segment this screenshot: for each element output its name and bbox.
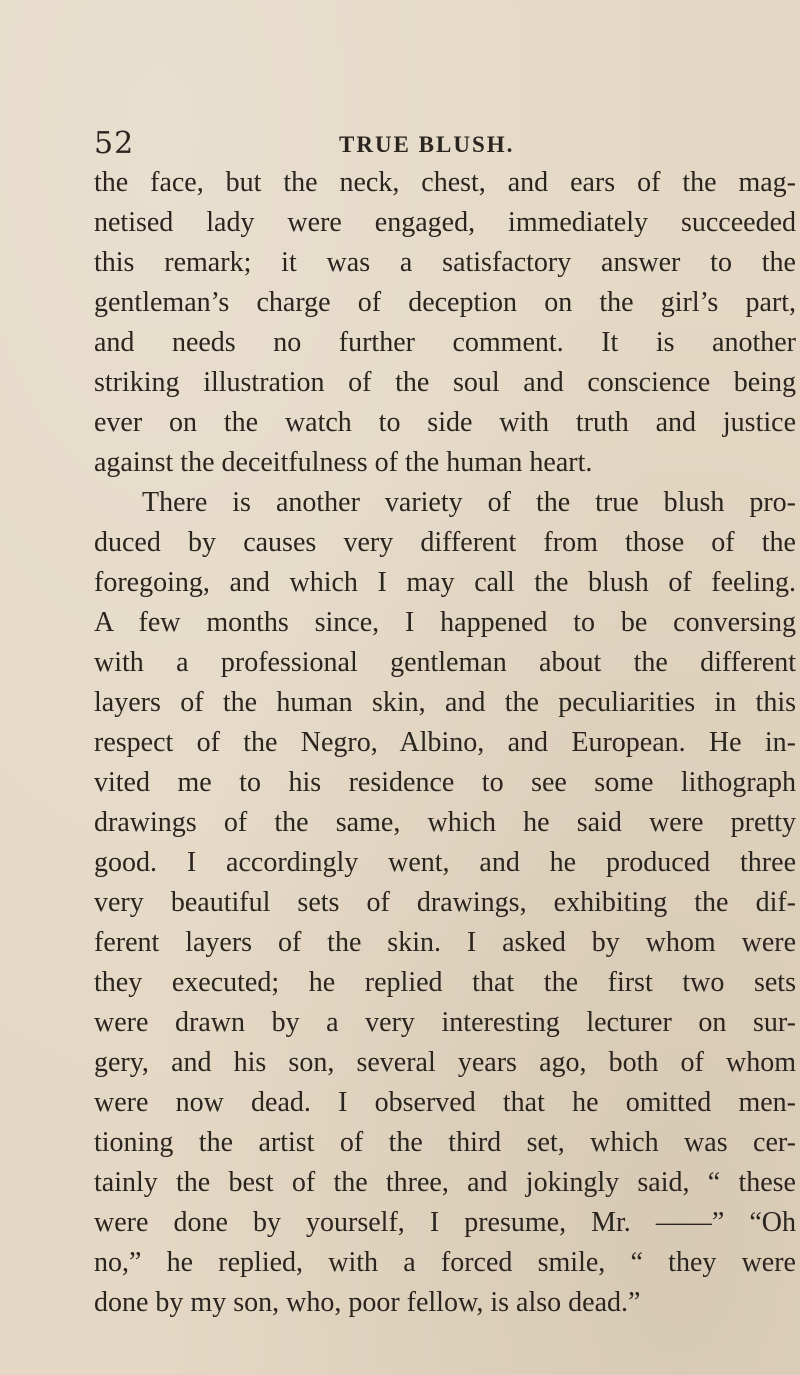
text-line: foregoing, and which I may call the blush of feeling. (94, 567, 796, 598)
text-line: respect of the Negro, Albino, and European. He in- (94, 727, 796, 758)
running-title: TRUE BLUSH. (339, 132, 515, 157)
text-line: were done by yourself, I presume, Mr. ——” “Oh (94, 1207, 796, 1238)
text-line: netised lady were engaged, immediately succeeded (94, 207, 796, 238)
text-line: drawings of the same, which he said were pretty (94, 807, 796, 838)
text-line: were drawn by a very interesting lecturer on sur- (94, 1007, 796, 1038)
text-line: this remark; it was a satisfactory answer to the (94, 247, 796, 278)
text-line: tioning the artist of the third set, which was cer- (94, 1127, 796, 1158)
text-line: with a professional gentleman about the different (94, 647, 796, 678)
text-line: good. I accordingly went, and he produced three (94, 847, 796, 878)
text-line: against the deceitfulness of the human heart. (94, 447, 593, 478)
text-line: were now dead. I observed that he omitted men- (94, 1087, 796, 1118)
text-line: and needs no further comment. It is another (94, 327, 796, 358)
text-line: done by my son, who, poor fellow, is also dead.” (94, 1287, 641, 1318)
text-line: vited me to his residence to see some lithograph (94, 767, 796, 798)
text-line: they executed; he replied that the first two sets (94, 967, 796, 998)
text-line: duced by causes very different from those of the (94, 527, 796, 558)
body-text (94, 163, 796, 1323)
text-line: layers of the human skin, and the peculiarities in this (94, 687, 796, 718)
text-line: gery, and his son, several years ago, both of whom (94, 1047, 796, 1078)
text-line: ferent layers of the skin. I asked by whom were (94, 927, 796, 958)
text-line: ever on the watch to side with truth and justice (94, 407, 796, 438)
text-line: very beautiful sets of drawings, exhibiting the dif- (94, 887, 796, 918)
page-number: 52 (94, 126, 135, 161)
text-line: striking illustration of the soul and conscience being (94, 367, 796, 398)
text-line: gentleman’s charge of deception on the girl’s part, (94, 287, 796, 318)
text-line: A few months since, I happened to be conversing (94, 607, 796, 638)
text-line: the face, but the neck, chest, and ears of the mag- (94, 167, 796, 198)
text-line: no,” he replied, with a forced smile, “ they were (94, 1247, 796, 1278)
text-line: tainly the best of the three, and jokingly said, “ these (94, 1167, 796, 1198)
text-line: There is another variety of the true blush pro- (142, 487, 796, 518)
